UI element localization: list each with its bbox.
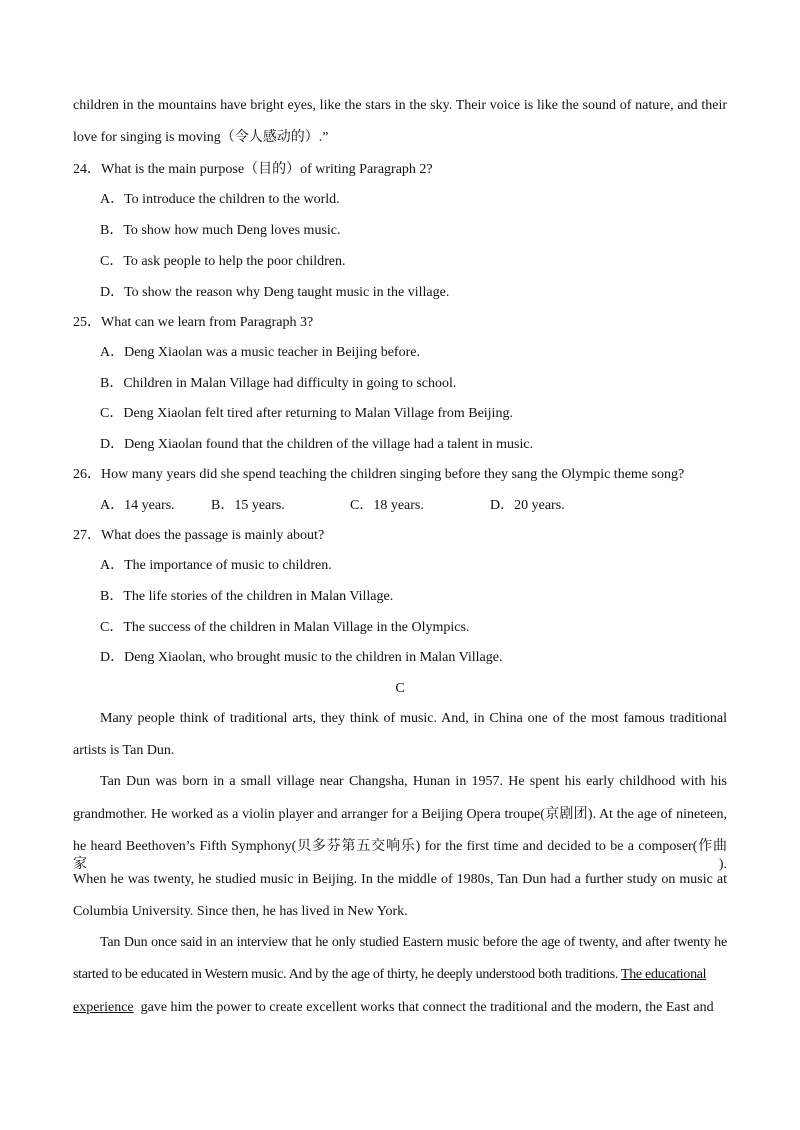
question-27-option-a: A．The importance of music to children.	[100, 558, 332, 573]
question-25-option-c: C．Deng Xiaolan felt tired after returning to Malan Village from Beijing.	[100, 406, 513, 421]
section-c-p1-line: Many people think of traditional arts, they think of music. And, in China one of the most famous traditional	[100, 711, 727, 726]
question-26-stem: 26．How many years did she spend teaching the children singing before they sang the Olympic theme song?	[73, 467, 685, 482]
question-24-option-c: C．To ask people to help the poor children.	[100, 254, 346, 269]
question-26-option-b: B．15 years.	[211, 498, 285, 513]
question-27-option-d: D．Deng Xiaolan, who brought music to the children in Malan Village.	[100, 650, 503, 665]
section-c-p2-line: he heard Beethoven’s Fifth Symphony(贝多芬第五交响乐) for the first time and decided to be a composer(作曲家).	[73, 839, 727, 872]
question-25-option-a: A．Deng Xiaolan was a music teacher in Beijing before.	[100, 345, 420, 360]
section-c-p2-line: Tan Dun was born in a small village near Changsha, Hunan in 1957. He spent his early childhood with his	[100, 774, 727, 789]
underlined-phrase: The educational	[620, 967, 707, 982]
question-26-options	[100, 497, 565, 515]
question-26-option-c: C．18 years.	[350, 498, 424, 513]
section-c-p3-line	[73, 966, 706, 984]
section-c-p2-line: grandmother. He worked as a violin player and arranger for a Beijing Opera troupe(京剧团). At the age of nineteen,	[73, 807, 727, 822]
section-c-p2-line: When he was twenty, he studied music in Beijing. In the middle of 1980s, Tan Dun had a further study on music at	[73, 872, 727, 887]
section-c-p3-line	[73, 999, 727, 1017]
question-24-option-a: A．To introduce the children to the world.	[100, 192, 340, 207]
question-24-option-b: B．To show how much Deng loves music.	[100, 223, 341, 238]
question-27-option-c: C．The success of the children in Malan Village in the Olympics.	[100, 620, 470, 635]
question-24-stem: 24．What is the main purpose（目的）of writing Paragraph 2?	[73, 162, 433, 177]
passage-b-line: love for singing is moving（令人感动的）.”	[73, 130, 329, 145]
question-25-option-d: D．Deng Xiaolan found that the children of the village had a talent in music.	[100, 437, 534, 452]
question-25-stem: 25．What can we learn from Paragraph 3?	[73, 315, 314, 330]
section-c-p3-line: Tan Dun once said in an interview that he only studied Eastern music before the age of twenty, and after twenty he	[100, 935, 727, 950]
passage-b-line: children in the mountains have bright eyes, like the stars in the sky. Their voice is like the sound of nature, and their	[73, 98, 727, 113]
section-c-p3-text: gave him the power to create excellent works that connect the traditional and the modern, the East and	[133, 1000, 714, 1015]
section-c-p1-line: artists is Tan Dun.	[73, 743, 175, 758]
question-26-option-a: A．14 years.	[100, 498, 175, 513]
question-24-option-d: D．To show the reason why Deng taught music in the village.	[100, 285, 450, 300]
question-25-option-b: B．Children in Malan Village had difficulty in going to school.	[100, 376, 457, 391]
question-26-option-d: D．20 years.	[490, 498, 565, 513]
question-27-stem: 27．What does the passage is mainly about?	[73, 528, 325, 543]
section-c-p3-text: started to be educated in Western music. And by the age of thirty, he deeply understood both traditions.	[73, 967, 621, 982]
section-c-heading: C	[395, 681, 405, 696]
question-27-option-b: B．The life stories of the children in Malan Village.	[100, 589, 394, 604]
underlined-phrase: experience	[73, 1000, 134, 1015]
section-c-p2-line: Columbia University. Since then, he has lived in New York.	[73, 904, 408, 919]
